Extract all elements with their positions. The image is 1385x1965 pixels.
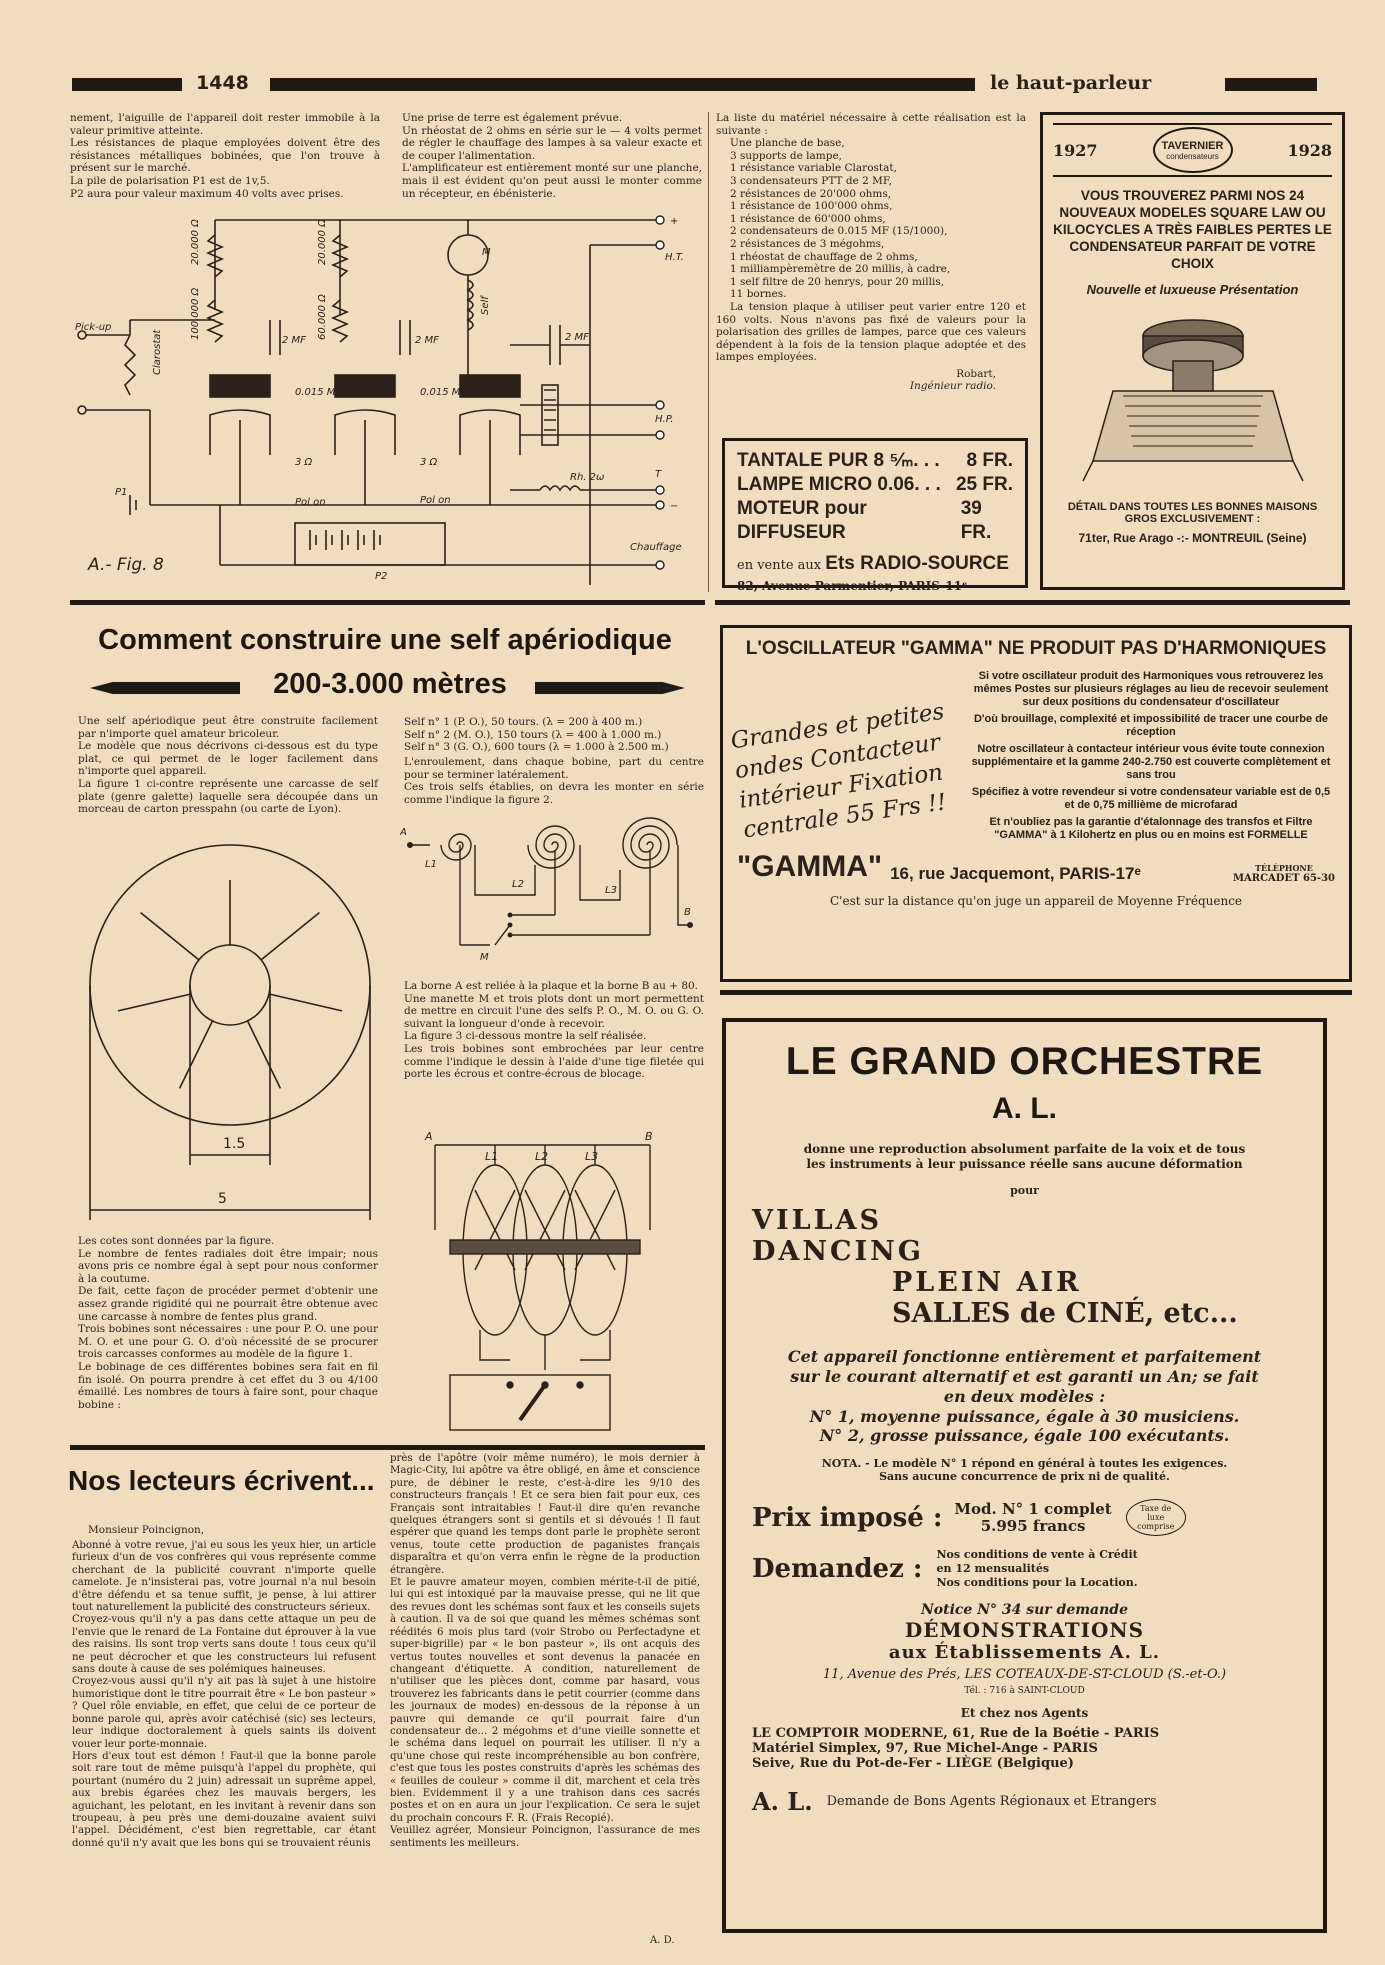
letters-signature: A. D. [650, 1935, 675, 1946]
ad-year-right: 1928 [1287, 140, 1332, 160]
self-col2-text2: La borne A est reliée à la plaque et la borne B au + 80. Une manette M et trois plots dont un mort permettent de mettre en circuit l'une des selfs P. O., M. O. ou G. O. suivant la longueur d'onde à recevoir. La figure 3 ci-dessous montre la self réalisée. Les trois bobines sont embrochées par leur centre comme l'indique le dessin à l'aide d'une tige filetée qui porte les écrous et contre-écrous de blocage. [404, 980, 704, 1081]
fig8-label: 2 MF [565, 332, 589, 343]
fig8-label: Chauffage [630, 542, 682, 553]
title-arrow-right [535, 682, 685, 694]
self-col1-text2: Les cotes sont données par la figure. Le nombre de fentes radiales doit être impair; nous avons pris ce nombre égal à sept pour nous conformer à la coutume. De fait, cette façon de procéder permet d'obtenir une assez grande rigidité qui ne pourrait être obtenue avec une carcasse à nombre de fentes plus grand. Trois bobines sont nécessaires : une pour P. O. une pour M. O. et une pour G. O. d'où nécessité de se procurer trois carcasses conformes au modèle de la figure 1. Le bobinage de ces différentes bobines sera fait en fil fin isolé. On pourra prendre à cet effet du 3 ou 4/100 émaillé. Les nombres de tours à faire sont, pour chaque bobine : [78, 1235, 378, 1411]
fig8-label: Clarostat [152, 329, 163, 375]
ad-radio-source [722, 438, 1028, 593]
materials-item: 1 résistance variable Clarostat, [730, 162, 897, 175]
article-title-line1: Comment construire une self apériodique [98, 624, 672, 656]
ad-gamma [720, 625, 1352, 982]
ad-tavernier-gros: GROS EXCLUSIVEMENT : [1124, 513, 1261, 525]
orchestre-body: Cet appareil fonctionne entièrement et parfaitement sur le courant alternatif et est garanti un An; se fait en deux modèles : [787, 1347, 1262, 1406]
orchestre-price-label: Prix imposé : [752, 1502, 943, 1533]
title-arrow-left [90, 682, 240, 694]
materials-item: 3 supports de lampe, [730, 149, 843, 162]
ad-tantale-label: TANTALE PUR 8 ⁵⁄ₘ. . . [737, 450, 940, 471]
orchestre-top-rule [720, 990, 1352, 995]
section-divider-right [715, 600, 1350, 605]
ad-tavernier-detail: DÉTAIL DANS TOUTES LES BONNES MAISONS [1067, 501, 1318, 513]
materials-item: 1 résistance de 100'000 ohms, [730, 200, 893, 213]
materials-item: 2 résistances de 20'000 ohms, [730, 187, 892, 200]
header-rule-left [72, 78, 182, 91]
orchestre-subtitle: A. L. [992, 1092, 1057, 1125]
fig3-self-assembly [420, 1130, 670, 1440]
letters-col1-text: Abonné à votre revue, j'ai eu sous les yeux hier, un article furieux d'un de vos confrères qui vous représente comme cherchant de la publicité couvrant n'importe quelle camelote. Je n'insisterai pas, votre journal n'a nul besoin d'être défendu et sa tenue suffit, je pense, à lui attirer tout naturellement la publicité des constructeurs sérieux. Croyez-vous qu'il n'y a pas dans cette attaque un peu de l'envie que le renard de La Fontaine dut éprouver à la vue des raisins. Ils sont trop verts sans doute ! tous ceux qu'il ne peut décrocher et que les constructeurs lui refusent sans doute à cause de ses polémiques haineuses. Croyez-vous aussi qu'il n'y ait pas là sujet à une histoire humoristique dont le titre pourrait être « Le bon pasteur » ? Quel rôle enviable, en effet, que celui de ce porteur de bonne parole qui, après avoir catéchisé (sic) ses lecteurs, leur indique doctoralement à quels saints ils doivent vouer leur porte-monnaie. Hors d'eux tout est démon ! Faut-il que la bonne parole soit rare tout de même puisqu'à l'appel du prophète, qui pourtant (numéro du 2 juin) adressait un suprême appel, aux brebis égarées chez les mauvais bergers, les aguichant, les pelotant, en les invitant à revenir dans son troupeau, à peu près une demi-douzaine avaient suivi l'appel. Décidément, c'est bien regrettable, car étant donné qu'il n'y avait que les bons qui se trouvaient réunis [72, 1540, 376, 1849]
orchestre-demo2: aux Établissements A. L. [888, 1642, 1161, 1663]
ad-moteur-label: MOTEUR pour DIFFUSEUR [737, 498, 867, 543]
fig1-carcass [78, 825, 378, 1235]
orchestre-price-model: Mod. N° 1 complet [954, 1499, 1112, 1518]
ad-gamma-tel-label: TÉLÉPHONE [1255, 863, 1313, 873]
column-divider [708, 112, 709, 592]
fig2-label: A [400, 827, 407, 838]
fig3-label: L3 [585, 1150, 599, 1163]
fig3-label: B [645, 1130, 653, 1143]
self-col1-text: Une self apériodique peut être construite facilement par n'importe quel amateur bricoleur. Le modèle que nous décrivons ci-dessous est du type plat, ce qui permet de le loger facilement dans n'importe quel appareil. La figure 1 ci-contre représente une carcasse de self plate (genre galette) laquelle sera découpée dans un morceau de carton presspahn (ou carte de Lyon). [78, 715, 378, 816]
orchestre-tagline: donne une reproduction absolument parfaite de la voix et de tous les instruments à leur puissance réelle sans aucune déformation [803, 1142, 1246, 1171]
orchestre-venue-villas: VILLAS [752, 1205, 882, 1236]
self-coil-item: Self n° 3 (G. O.), 600 tours (λ = 1.000 à 2.500 m.) [404, 741, 669, 754]
ad-lampe-price: 25 FR. [955, 474, 1013, 495]
ad-gamma-footer: C'est sur la distance qu'on juge un appareil de Moyenne Fréquence [829, 894, 1243, 908]
ad-gamma-p5: Et n'oubliez pas la garantie d'étalonnage des transfos et Filtre "GAMMA" à 1 Kilohertz en plus ou en moins est FORMELLE [989, 816, 1313, 841]
fig8-label: 3 Ω [295, 457, 313, 468]
orchestre-venue-plein-air: PLEIN AIR [892, 1267, 1082, 1298]
fig8-label: 2 MF [282, 335, 306, 346]
fig2-label: L3 [605, 885, 617, 896]
orchestre-footer-text: Demande de Bons Agents Régionaux et Etrangers [826, 1794, 1157, 1809]
fig2-coils-series [400, 815, 700, 965]
orchestre-pour: pour [1010, 1184, 1039, 1197]
fig8-label: − [670, 501, 679, 512]
fig3-label: L2 [535, 1150, 549, 1163]
fig3-label: L1 [485, 1150, 499, 1163]
materials-item: 1 milliampèremètre de 20 millis, à cadre, [730, 263, 951, 276]
materials-list [716, 112, 1026, 393]
materials-item: 2 résistances de 3 mégohms, [730, 237, 885, 250]
fig8-label: Pol on [295, 497, 326, 508]
page-number: 1448 [196, 72, 249, 94]
materials-outro: La tension plaque à utiliser peut varier entre 120 et 160 volts. Nous n'avons pas fixé de valeurs pour la polarisation des grilles de lampes, parce que ces valeurs dépendent à la fois de la tension plaque adoptée et des lampes employées. [716, 300, 1026, 364]
materials-item: 1 self filtre de 20 henrys, pour 20 millis, [730, 275, 945, 288]
ad-gamma-script: Grandes et petites ondes Contacteur intérieur Fixation centrale 55 Frs !! [729, 698, 949, 844]
orchestre-address: 11, Avenue des Prés, LES COTEAUX-DE-ST-CLOUD (S.-et-O.) [822, 1667, 1227, 1682]
col2-top-text: Une prise de terre est également prévue. Un rhéostat de 2 ohms en série sur le — 4 volts permet de régler le chauffage des lampes à sa valeur exacte et de couper l'alimentation. L'amplificateur est entièrement monté sur une planche, mais il est évident qu'on peut aussi le monter comme un récepteur, en ébénisterie. [402, 112, 702, 200]
magazine-title: le haut-parleur [990, 72, 1152, 94]
letters-salutation: Monsieur Poincignon, [88, 1524, 205, 1536]
fig8-label: 0.015 MF [420, 387, 467, 398]
fig8-label: Pol on [420, 495, 451, 506]
orchestre-ask-label: Demandez : [752, 1554, 923, 1584]
article-title-line2: 200-3.000 mètres [273, 668, 507, 700]
orchestre-tel: Tél. : 716 à SAINT-CLOUD [964, 1686, 1085, 1696]
ad-tavernier [1040, 112, 1345, 590]
ad-gamma-p3: Notre oscillateur à contacteur intérieur vous évite toute connexion supplémentaire et la gamme 240-2.750 est couverte complètement et sans trou [971, 743, 1331, 781]
orchestre-agents-title: Et chez nos Agents [960, 1706, 1089, 1720]
materials-item: 1 rhéostat de chauffage de 2 ohms, [730, 250, 918, 263]
orchestre-agent2: Matériel Simplex, 97, Rue Michel-Ange - PARIS [752, 1741, 1098, 1756]
ad-year-left: 1927 [1053, 140, 1098, 160]
orchestre-agent1: LE COMPTOIR MODERNE, 61, Rue de la Boétie - PARIS [752, 1726, 1160, 1741]
ad-tantale-price: 8 FR. [966, 450, 1013, 471]
fig8-label: T [655, 469, 662, 480]
fig8-label: H.T. [665, 252, 684, 263]
fig8-label: 60.000 Ω [317, 294, 328, 340]
orchestre-title: LE GRAND ORCHESTRE [785, 1040, 1264, 1083]
orchestre-venue-cine: SALLES de CINÉ, etc... [892, 1298, 1238, 1329]
fig8-label: Rh. 2ω [570, 472, 605, 483]
fig2-label: L2 [512, 879, 524, 890]
ad-gamma-address: 16, rue Jacquemont, PARIS-17ᵉ [890, 864, 1141, 883]
fig8-label: M [482, 247, 491, 258]
header-rule-middle [270, 78, 975, 91]
orchestre-venue-dancing: DANCING [752, 1236, 924, 1267]
ad-lampe-label: LAMPE MICRO 0.06. . . [737, 474, 941, 495]
orchestre-model1: N° 1, moyenne puissance, égale à 30 musiciens. [809, 1407, 1240, 1426]
orchestre-note2: Sans aucune concurrence de prix ni de qualité. [879, 1470, 1170, 1483]
materials-item: 1 résistance de 60'000 ohms, [730, 212, 886, 225]
self-col2-text: L'enroulement, dans chaque bobine, part du centre pour se terminer latéralement. Ces trois selfs établies, on devra les monter en série comme l'indique la figure 2. [404, 756, 704, 806]
ad-brand-sub: condensateurs [1166, 151, 1219, 161]
orchestre-footer-brand: A. L. [752, 1787, 813, 1816]
ad-tavernier-headline: VOUS TROUVEREZ PARMI NOS 24 NOUVEAUX MODELES SQUARE LAW OU KILOCYCLES A TRÈS FAIBLES PERTES LE CONDENSATEUR PARFAIT DE VOTRE CHOIX [1053, 188, 1332, 271]
materials-item: Une planche de base, [730, 137, 845, 150]
author-signature: Robart, [956, 367, 996, 380]
letters-col2-text: près de l'apôtre (voir même numéro), le mois dernier à Magic-City, lui apôtre va être obligé, en âme et conscience pure, de débiner le reste, c'est-à-dire les 9/10 des constructeurs français ! Et ce sera bien fait pour eux, ces Français sont intraitables ! Faut-il dire qu'en revanche quelques étrangers sont si gentils et si dévoués ! Il faut espérer que quand les temps dont parle le prophète seront venus, toute cette production de paganistes français disparaîtra et qu'on verra enfin le règne de la production étrangère. Et le pauvre amateur moyen, combien mérite-t-il de pitié, lui qui est intoxiqué par la mauvaise presse, qui ne lit que des revues dont les schémas sont faux et les conseils sujets à caution. Il va de soi que quand les mêmes schémas sont réédités 6 mois plus tard (voir Strobo ou Perfectadyne et super-bigrille) par « le bon pasteur », ils ont acquis des vertus toutes nouvelles et sont devenus la panacée en changeant d'étiquette. A condition, naturellement de n'utiliser que les pièces dont, comme par hasard, vous trouverez les fabricants dans le petit courrier (comme dans les journaux de modes) en-dessous de la réponse à un pauvre qui demande ce qu'il pourrait faire d'un condensateur de... 2 mégohms et d'une vieille sonnette et le schéma dans lequel on pourrait les utiliser. Il n'y a qu'une chose qui reste incompréhensible au bon confrère, c'est que tous les postes construits d'après les schémas des « feuilles de couleur » comme il dit, marchent et cela très bien. Evidemment il y a une trahison dans ces sacrés postes et on en aura un jour l'explication. Ce sera le sujet du prochain concours F. R. (Frais Recopié). Veuillez agréer, Monsieur Poincignon, l'assurance de mes sentiments les meilleurs. [390, 1453, 700, 1849]
orchestre-ask2: en 12 mensualités [936, 1562, 1050, 1575]
orchestre-model2: N° 2, grosse puissance, égale 100 exécutants. [819, 1426, 1230, 1445]
ad-tavernier-subline: Nouvelle et luxueuse Présentation [1086, 282, 1299, 297]
fig8-label: 20.000 Ω [190, 219, 201, 265]
fig8-label: 20.000 Ω [317, 219, 328, 265]
ad-gamma-brand: "GAMMA" [737, 850, 883, 883]
ad-gamma-title: L'OSCILLATEUR "GAMMA" NE PRODUIT PAS D'HARMONIQUES [745, 638, 1327, 659]
fig8-label: Pick-up [75, 322, 112, 333]
self-col2-list [404, 716, 704, 754]
fig8-label: Self [480, 296, 491, 315]
fig2-label: L1 [425, 859, 437, 870]
fig8-schematic [70, 205, 700, 585]
fig8-label: 2 MF [415, 335, 439, 346]
orchestre-ask3: Nos conditions pour la Location. [936, 1576, 1138, 1589]
ad-gamma-tel: MARCADET 65-30 [1232, 873, 1335, 884]
ad-gamma-p1: Si votre oscillateur produit des Harmoniques vous retrouverez les mêmes Postes sur plusieurs réglages au lieu de recevoir seulement sur deux positions du condensateur d'oscillateur [973, 670, 1329, 708]
header-rule-right [1225, 78, 1317, 91]
fig1-dim-small: 1.5 [223, 1136, 246, 1152]
col1-top-text: nement, l'aiguille de l'appareil doit rester immobile à la valeur primitive atteinte. Les résistances de plaque employées doivent être des résistances métalliques bobinées, que l'on trouve à présent sur le marché. La pile de polarisation P1 est de 1v,5. P2 aura pour valeur maximum 40 volts avec prises. [70, 112, 380, 200]
ad-tavernier-address: 71ter, Rue Arago -:- MONTREUIL (Seine) [1078, 531, 1307, 545]
materials-item: 3 condensateurs PTT de 2 MF, [730, 174, 892, 187]
orchestre-agent3: Seive, Rue du Pot-de-Fer - LIÈGE (Belgique) [752, 1756, 1074, 1771]
fig1-dim-big: 5 [218, 1191, 227, 1207]
letters-title: Nos lecteurs écrivent... [68, 1465, 375, 1496]
orchestre-ask1: Nos conditions de vente à Crédit [936, 1548, 1138, 1561]
author-role: Ingénieur radio. [909, 380, 996, 393]
section-divider-left [70, 600, 705, 605]
fig8-label: P2 [375, 571, 388, 582]
orchestre-demo1: DÉMONSTRATIONS [904, 1618, 1145, 1642]
fig2-label: B [684, 907, 691, 918]
ad-address: 82, Avenue Parmentier, PARIS-11ᵉ [737, 579, 968, 593]
letters-divider [70, 1445, 705, 1450]
ad-gamma-p2: D'où brouillage, complexité et impossibilité de tracer une courbe de réception [973, 713, 1329, 738]
self-coil-item: Self n° 1 (P. O.), 50 tours. (λ = 200 à 400 m.) [404, 716, 643, 728]
fig8-caption: A.- Fig. 8 [88, 555, 164, 575]
ad-company: Ets RADIO-SOURCE [825, 553, 1009, 574]
ad-grand-orchestre [722, 1018, 1327, 1933]
ad-gamma-p4: Spécifiez à votre revendeur si votre condensateur variable est de 0,5 et de 0,75 millième de microfarad [971, 786, 1331, 811]
ad-moteur-price: 39 FR. [960, 498, 992, 543]
orchestre-price-value: 5.995 francs [980, 1516, 1086, 1535]
fig2-label: M [480, 952, 489, 963]
ad-brand-logo: TAVERNIER [1161, 139, 1224, 152]
condenser-illustration [1053, 301, 1333, 491]
orchestre-price-tax: Taxe de luxe comprise [1126, 1499, 1186, 1536]
fig8-label: H.P. [655, 414, 674, 425]
fig8-label: 100.000 Ω [190, 287, 201, 340]
self-coil-item: Self n° 2 (M. O.), 150 tours (λ = 400 à 1.000 m.) [404, 728, 662, 741]
orchestre-notice: Notice N° 34 sur demande [920, 1602, 1129, 1618]
materials-item: 11 bornes. [730, 288, 787, 301]
fig8-label: 3 Ω [420, 457, 438, 468]
materials-intro: La liste du matériel nécessaire à cette réalisation est la suivante : [716, 112, 1026, 137]
fig8-label: P1 [115, 487, 128, 498]
fig8-label: + [670, 216, 679, 227]
materials-item: 2 condensateurs de 0.015 MF (15/1000), [730, 225, 948, 238]
ad-sale-prefix: en vente aux [737, 558, 822, 573]
orchestre-note: NOTA. - Le modèle N° 1 répond en général à toutes les exigences. [821, 1457, 1228, 1470]
fig8-label: 0.015 MF [295, 387, 342, 398]
fig3-label: A [425, 1130, 433, 1143]
